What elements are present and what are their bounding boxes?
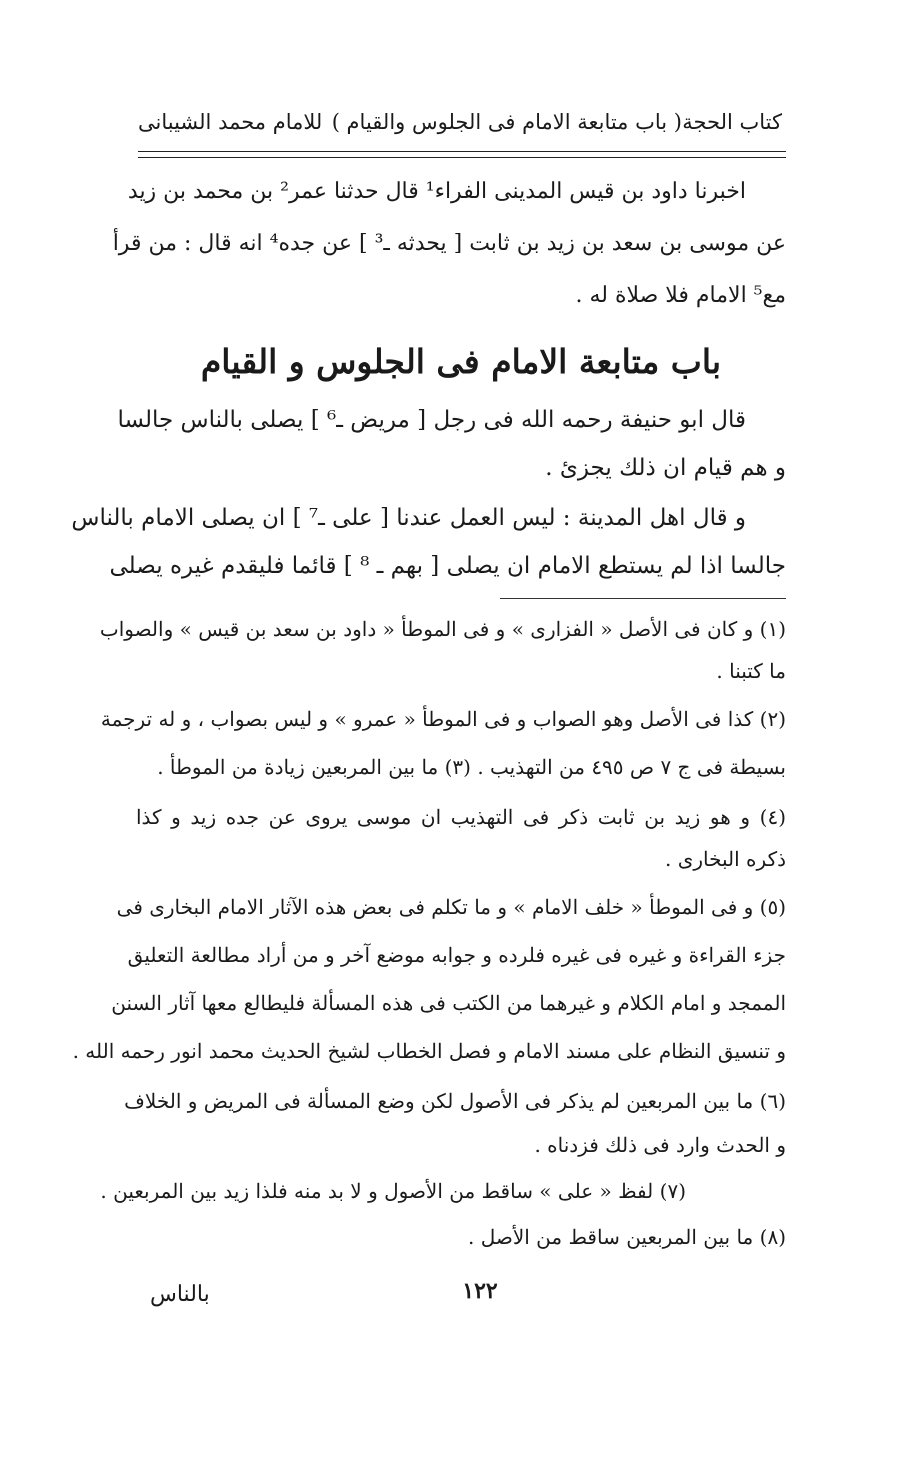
catchword: بالناس	[150, 1282, 210, 1307]
header-rule-thick	[138, 151, 786, 152]
footnote-line: ما كتبنا .	[716, 659, 786, 683]
footnote-line: و الحدث وارد فى ذلك فزدناه .	[534, 1133, 786, 1157]
running-header	[138, 110, 782, 146]
footnote-line: بسيطة فى ج ٧ ص ٤٩٥ من التهذيب . (٣) ما بين المربعين زيادة من الموطأ .	[157, 755, 786, 779]
text-line: و هم قيام ان ذلك يجزئ .	[545, 455, 786, 481]
header-book-title: كتاب الحجة	[682, 110, 782, 134]
text-line: مع⁵ الامام فلا صلاة له .	[575, 283, 786, 308]
section-heading: باب متابعة الامام فى الجلوس و القيام	[200, 342, 722, 381]
header-author: للامام محمد الشيبانى	[138, 110, 323, 134]
footnote-line: (١) و كان فى الأصل « الفزارى » و فى الموطأ « داود بن سعد بن قيس » والصواب	[99, 617, 786, 641]
text-line: اخبرنا داود بن قيس المدينى الفراء¹ قال حدثنا عمر² بن محمد بن زيد	[127, 179, 746, 204]
header-chapter-title: ( باب متابعة الامام فى الجلوس والقيام )	[331, 110, 682, 134]
text-line: جالسا اذا لم يستطع الامام ان يصلى [ بهم ـ ⁸ ] قائما فليقدم غيره يصلى	[109, 553, 786, 579]
footnote-line: ذكره البخارى .	[664, 847, 786, 871]
footnote-line: الممجد و امام الكلام و غيرهما من الكتب فى هذه المسألة فليطالع معها آثار السنن	[111, 991, 786, 1015]
footnote-line: (٤) و هو زيد بن ثابت ذكر فى التهذيب ان موسى يروى عن جده زيد و كذا	[136, 805, 786, 829]
footnote-line: (٨) ما بين المربعين ساقط من الأصل .	[467, 1225, 786, 1249]
footnote-separator	[500, 598, 786, 599]
text-line: قال ابو حنيفة رحمه الله فى رجل [ مريض ـ⁶ ] يصلى بالناس جالسا	[117, 407, 746, 433]
footnote-line: جزء القراءة و غيره فى غيره فلرده و جوابه موضع آخر و من أراد مطالعة التعليق	[127, 943, 786, 967]
footnote-line: و تنسيق النظام على مسند الامام و فصل الخطاب لشيخ الحديث محمد انور رحمه الله .	[72, 1039, 786, 1063]
text-line: عن موسى بن سعد بن زيد بن ثابت [ يحدثه ـ³ ] عن جده⁴ انه قال : من قرأ	[112, 231, 786, 256]
footnote-line: (٥) و فى الموطأ « خلف الامام » و ما تكلم فى بعض هذه الآثار الامام البخارى فى	[116, 895, 786, 919]
footnote-line: (٧) لفظ « على » ساقط من الأصول و لا بد منه فلذا زيد بين المربعين .	[100, 1179, 686, 1203]
header-rule-thin	[138, 157, 786, 158]
page-number: ١٢٢	[462, 1278, 498, 1304]
footnote-line: (٦) ما بين المربعين لم يذكر فى الأصول لكن وضع المسألة فى المريض و الخلاف	[124, 1089, 786, 1113]
text-line: و قال اهل المدينة : ليس العمل عندنا [ على ـ⁷ ] ان يصلى الامام بالناس	[71, 505, 746, 531]
footnote-line: (٢) كذا فى الأصل وهو الصواب و فى الموطأ « عمرو » و ليس بصواب ، و له ترجمة	[100, 707, 786, 731]
